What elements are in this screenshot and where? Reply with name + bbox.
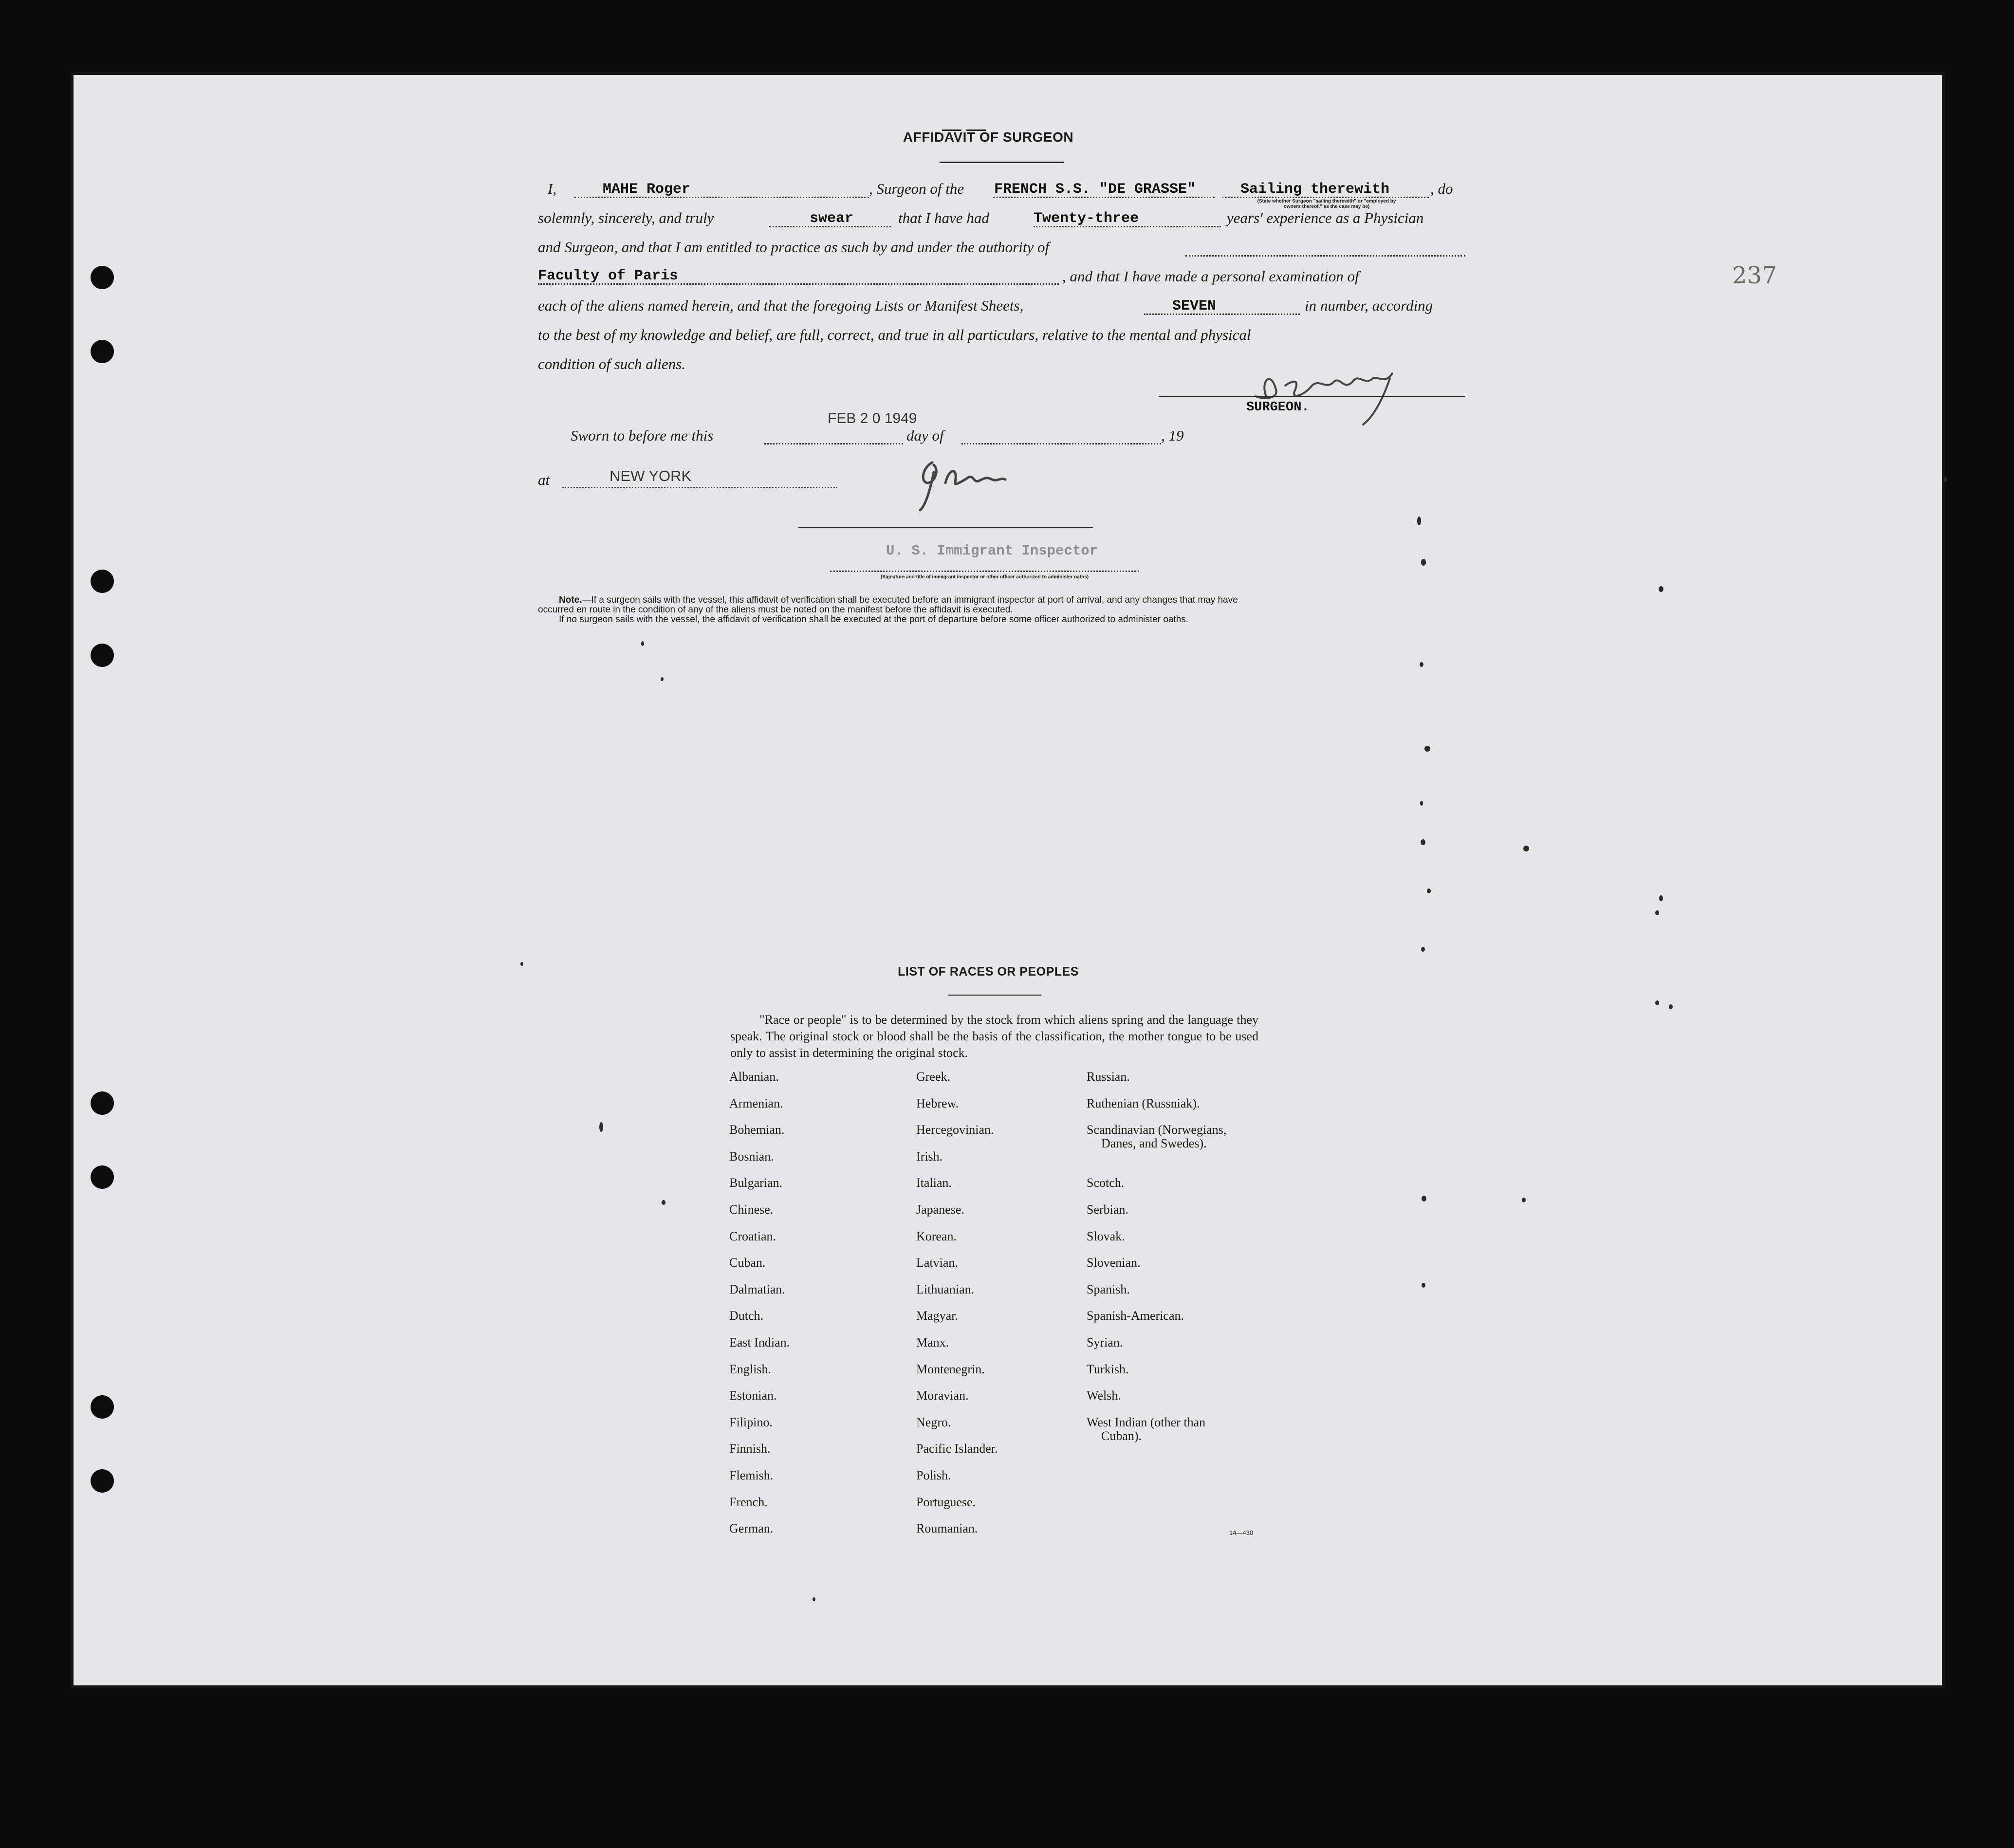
races-col1 bbox=[729, 1070, 790, 1548]
inspector-title: U. S. Immigrant Inspector bbox=[886, 543, 1098, 559]
line4-suffix: , and that I have made a personal examination of bbox=[1062, 268, 1359, 285]
races-col2 bbox=[916, 1070, 998, 1548]
oath-type: swear bbox=[810, 210, 854, 227]
dotted-line bbox=[764, 443, 903, 444]
race-item: Croatian. bbox=[729, 1229, 776, 1243]
races-col3 bbox=[1087, 1070, 1226, 1442]
authority: Faculty of Paris bbox=[538, 268, 679, 284]
affidavit-title: AFFIDAVIT OF SURGEON bbox=[903, 129, 1074, 145]
race-item: Roumanian. bbox=[916, 1521, 978, 1536]
line2-mid: that I have had bbox=[898, 209, 989, 226]
line6: to the best of my knowledge and belief, are full, correct, and true in all particulars, relative to the mental and physical bbox=[538, 326, 1251, 343]
race-item: French. bbox=[729, 1495, 768, 1509]
race-item: Scotch. bbox=[1087, 1176, 1125, 1190]
race-item: Syrian. bbox=[1087, 1335, 1123, 1349]
races-underline bbox=[948, 995, 1041, 996]
line1-suffix: , do bbox=[1430, 180, 1453, 197]
years-experience: Twenty-three bbox=[1034, 210, 1139, 227]
dotted-line bbox=[562, 487, 837, 488]
race-item: East Indian. bbox=[729, 1335, 790, 1349]
surgeon-name: MAHE Roger bbox=[603, 181, 691, 198]
race-item: German. bbox=[729, 1521, 774, 1536]
race-item: Italian. bbox=[916, 1176, 952, 1190]
race-item-continued: Cuban). bbox=[1101, 1428, 1142, 1443]
race-item: Polish. bbox=[916, 1468, 951, 1482]
race-item: Portuguese. bbox=[916, 1495, 976, 1509]
race-item: Irish. bbox=[916, 1149, 943, 1164]
inspector-line bbox=[798, 527, 1093, 528]
race-item: Serbian. bbox=[1087, 1202, 1128, 1217]
race-item: Bulgarian. bbox=[729, 1176, 783, 1190]
race-item: English. bbox=[729, 1362, 771, 1376]
line2-prefix: solemnly, sincerely, and truly bbox=[538, 209, 714, 226]
race-item: Magyar. bbox=[916, 1309, 958, 1323]
race-item: Welsh. bbox=[1087, 1388, 1121, 1403]
race-item: Cuban. bbox=[729, 1256, 766, 1270]
note-line3: If no surgeon sails with the vessel, the affidavit of verification shall be executed at the port of departure before some officer authorized to administer oaths. bbox=[559, 614, 1189, 625]
at-prefix: at bbox=[538, 471, 550, 488]
race-item: Dalmatian. bbox=[729, 1282, 785, 1296]
race-item: Pacific Islander. bbox=[916, 1441, 998, 1456]
race-item: Hercegovinian. bbox=[916, 1123, 994, 1137]
note-line1: Note.—If a surgeon sails with the vessel, this affidavit of verification shall be executed before an immigrant inspector at port of arrival, and any changes that may have bbox=[559, 595, 1238, 605]
inspector-signature bbox=[905, 453, 1052, 516]
race-item: Greek. bbox=[916, 1070, 951, 1084]
day-of: day of bbox=[906, 427, 944, 444]
race-item: Estonian. bbox=[729, 1388, 777, 1403]
form-number: 14—430 bbox=[1229, 1529, 1254, 1536]
race-item: Japanese. bbox=[916, 1202, 964, 1217]
line1-mid: , Surgeon of the bbox=[869, 180, 964, 197]
note-line2: occurred en route in the condition of any of the aliens must be noted on the manifest before the affidavit is executed. bbox=[538, 605, 1013, 615]
sheet-count: SEVEN bbox=[1172, 298, 1217, 314]
race-item: Bosnian. bbox=[729, 1149, 774, 1164]
race-item: Lithuanian. bbox=[916, 1282, 975, 1296]
race-item: Russian. bbox=[1087, 1070, 1130, 1084]
capacity-note: (State whether Surgeon "sailing therewith" or "employed by owners thereof," as the case may be) bbox=[1257, 199, 1396, 209]
line1-prefix: I, bbox=[548, 180, 557, 197]
line2-suffix: years' experience as a Physician bbox=[1227, 209, 1424, 226]
race-item: Filipino. bbox=[729, 1415, 773, 1429]
inspector-note: (Signature and title of immigrant inspector or other officer authorized to administer oaths) bbox=[880, 574, 1089, 580]
line3: and Surgeon, and that I am entitled to practice as such by and under the authority of bbox=[538, 239, 1050, 256]
race-item: Flemish. bbox=[729, 1468, 774, 1482]
race-item: Slovak. bbox=[1087, 1229, 1125, 1243]
race-item: Ruthenian (Russniak). bbox=[1087, 1096, 1200, 1110]
race-item: Dutch. bbox=[729, 1309, 764, 1323]
race-item: Negro. bbox=[916, 1415, 951, 1429]
race-item: Spanish-American. bbox=[1087, 1309, 1184, 1323]
page-number: 237 bbox=[1732, 262, 1777, 289]
race-item: Spanish. bbox=[1087, 1282, 1130, 1296]
line7: condition of such aliens. bbox=[538, 355, 686, 372]
race-item: Turkish. bbox=[1087, 1362, 1129, 1376]
surgeon-signature bbox=[1227, 351, 1431, 429]
race-item: Manx. bbox=[916, 1335, 949, 1349]
race-item: Chinese. bbox=[729, 1202, 774, 1217]
year-prefix: , 19 bbox=[1161, 427, 1184, 444]
race-item: Moravian. bbox=[916, 1388, 969, 1403]
race-item: Armenian. bbox=[729, 1096, 783, 1110]
dotted-line bbox=[1144, 314, 1300, 315]
race-item: West Indian (other than bbox=[1087, 1415, 1206, 1429]
place-stamp: NEW YORK bbox=[610, 467, 692, 484]
dotted-line bbox=[1185, 255, 1465, 257]
sworn-date-stamp: FEB 2 0 1949 bbox=[828, 410, 917, 426]
race-item-continued: Danes, and Swedes). bbox=[1101, 1136, 1207, 1151]
note-label: Note. bbox=[559, 595, 582, 605]
line5-suffix: in number, according bbox=[1305, 297, 1433, 314]
title-underline bbox=[940, 162, 1064, 163]
surgeon-capacity: Sailing therewith bbox=[1240, 181, 1390, 198]
race-item: Finnish. bbox=[729, 1441, 771, 1456]
races-title: LIST OF RACES OR PEOPLES bbox=[898, 965, 1079, 979]
race-item: Slovenian. bbox=[1087, 1256, 1141, 1270]
sworn-prefix: Sworn to before me this bbox=[571, 427, 714, 444]
signature-line bbox=[1159, 396, 1465, 397]
dotted-line bbox=[961, 443, 1161, 444]
race-item: Hebrew. bbox=[916, 1096, 959, 1110]
race-item: Korean. bbox=[916, 1229, 957, 1243]
line5-prefix: each of the aliens named herein, and that the foregoing Lists or Manifest Sheets, bbox=[538, 297, 1024, 314]
race-item: Bohemian. bbox=[729, 1123, 785, 1137]
races-intro: "Race or people" is to be determined by the stock from which aliens spring and the language they speak. The original stock or blood shall be the basis of the classification, the mother tongue to be used only to assist in determining the original stock. bbox=[730, 1013, 1258, 1060]
race-item: Scandinavian (Norwegians, bbox=[1087, 1123, 1227, 1137]
race-item: Latvian. bbox=[916, 1256, 958, 1270]
race-item: Montenegrin. bbox=[916, 1362, 985, 1376]
race-item: Albanian. bbox=[729, 1070, 779, 1084]
surgeon-label: SURGEON. bbox=[1246, 400, 1310, 415]
dotted-line bbox=[830, 571, 1139, 572]
vessel-name: FRENCH S.S. "DE GRASSE" bbox=[994, 181, 1196, 198]
